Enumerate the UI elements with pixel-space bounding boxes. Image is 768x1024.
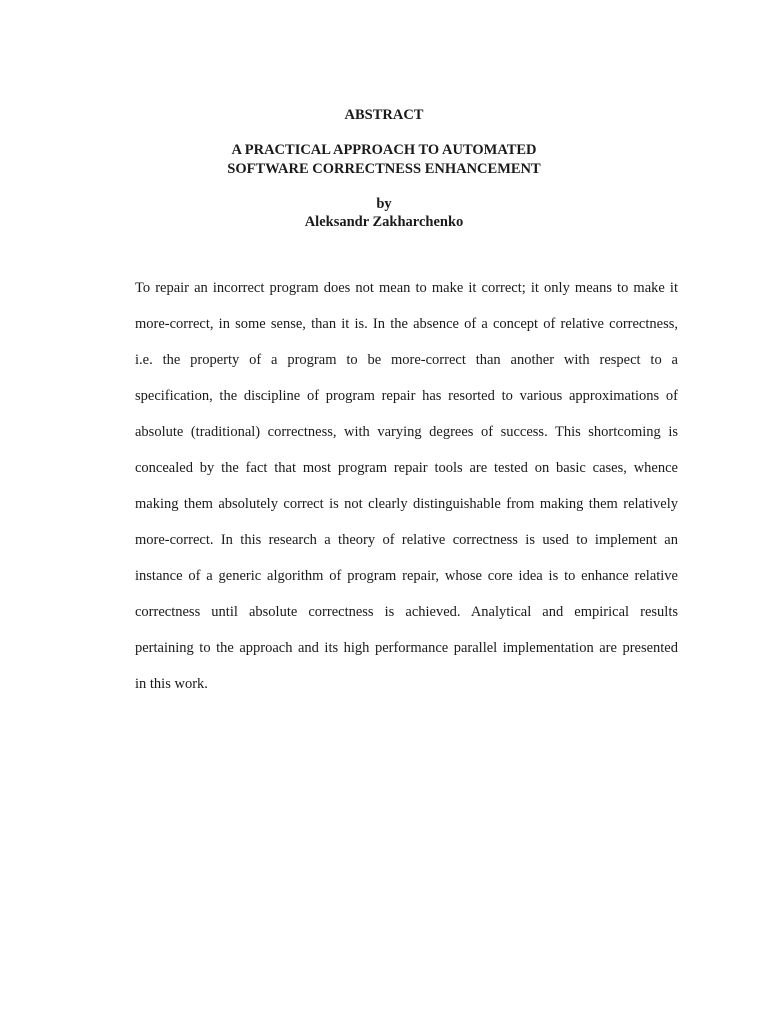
body-line: more-correct. In this research a theory of relative correctness is used to implement an <box>135 532 678 548</box>
body-line: correctness until absolute correctness is achieved. Analytical and empirical results <box>135 604 678 620</box>
abstract-body <box>135 270 678 702</box>
body-line: To repair an incorrect program does not mean to make it correct; it only means to make it <box>135 280 678 296</box>
body-line: instance of a generic algorithm of program repair, whose core idea is to enhance relative <box>135 568 678 584</box>
title-line-2: SOFTWARE CORRECTNESS ENHANCEMENT <box>227 161 541 177</box>
body-line: concealed by the fact that most program repair tools are tested on basic cases, whence <box>135 460 678 476</box>
by-label: by <box>376 196 392 212</box>
body-line: making them absolutely correct is not clearly distinguishable from making them relatively <box>135 496 678 512</box>
author-name: Aleksandr Zakharchenko <box>304 214 464 230</box>
body-line: absolute (traditional) correctness, with varying degrees of success. This shortcoming is <box>135 424 678 440</box>
body-line: pertaining to the approach and its high performance parallel implementation are presented <box>135 640 678 656</box>
body-line: specification, the discipline of program repair has resorted to various approximations of <box>135 388 678 404</box>
body-line: more-correct, in some sense, than it is. In the absence of a concept of relative correctness, <box>135 316 678 332</box>
body-line: in this work. <box>135 676 208 692</box>
section-label: ABSTRACT <box>344 107 424 123</box>
title-line-1: A PRACTICAL APPROACH TO AUTOMATED <box>231 142 537 158</box>
body-line: i.e. the property of a program to be more-correct than another with respect to a <box>135 352 678 368</box>
